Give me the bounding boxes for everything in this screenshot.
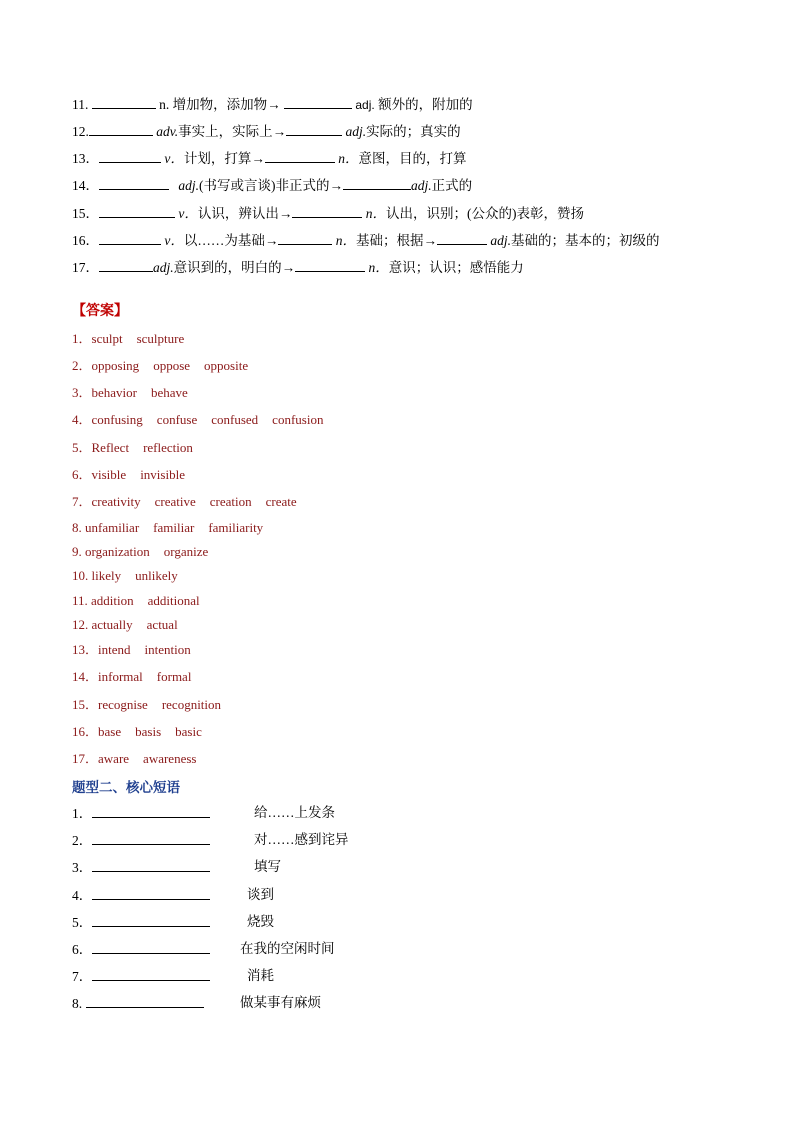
phrase-7: 7． 消耗 bbox=[72, 968, 274, 984]
answer-blank[interactable] bbox=[278, 231, 332, 245]
answer-word: basic bbox=[175, 724, 202, 739]
answer-number: 13． bbox=[72, 642, 99, 657]
answer-blank[interactable] bbox=[92, 913, 210, 927]
answer-number: 12. bbox=[72, 617, 92, 632]
answer-13 bbox=[72, 641, 205, 659]
answer-word: creation bbox=[209, 494, 252, 509]
answer-word: visible bbox=[91, 467, 127, 482]
answer-3 bbox=[72, 384, 202, 402]
answer-blank[interactable] bbox=[92, 967, 210, 981]
answer-number: 3． bbox=[72, 385, 92, 400]
answer-number: 6． bbox=[72, 467, 92, 482]
answer-blank[interactable] bbox=[92, 95, 156, 109]
answer-blank[interactable] bbox=[92, 804, 210, 818]
answer-number: 4． bbox=[72, 412, 92, 427]
answer-word: recognise bbox=[98, 697, 148, 712]
answer-14 bbox=[72, 668, 205, 686]
answer-word: behave bbox=[151, 385, 188, 400]
answer-word: likely bbox=[91, 568, 122, 583]
answer-word: confusion bbox=[272, 412, 324, 427]
answer-word: creative bbox=[154, 494, 196, 509]
word-exercise-17: 17． adj.意识到的，明白的→ n．意识；认识；感悟能力 bbox=[72, 260, 524, 275]
answer-number: 8. bbox=[72, 520, 85, 535]
answer-number: 10. bbox=[72, 568, 92, 583]
answer-word: reflection bbox=[143, 440, 193, 455]
word-exercise-12: 12. adv.事实上，实际上→ adj.实际的；真实的 bbox=[72, 124, 461, 139]
answer-word: opposing bbox=[91, 358, 140, 373]
answer-blank[interactable] bbox=[86, 994, 204, 1008]
answer-blank[interactable] bbox=[343, 176, 411, 190]
phrase-6: 6． 在我的空闲时间 bbox=[72, 941, 335, 957]
answer-8 bbox=[72, 519, 277, 537]
phrase-2: 2． 对……感到诧异 bbox=[72, 832, 349, 848]
answer-word: awareness bbox=[143, 751, 197, 766]
answer-word: actually bbox=[91, 617, 133, 632]
answer-11 bbox=[72, 592, 214, 610]
answer-word: informal bbox=[98, 669, 143, 684]
section-heading: 题型二、核心短语 bbox=[72, 780, 180, 795]
answer-number: 9. bbox=[72, 544, 85, 559]
answer-word: Reflect bbox=[91, 440, 130, 455]
word-exercise-11: 11. n. 增加物，添加物→ adj. 额外的，附加的 bbox=[72, 97, 473, 112]
answer-blank[interactable] bbox=[265, 149, 335, 163]
answer-5 bbox=[72, 439, 207, 457]
answer-blank[interactable] bbox=[295, 258, 365, 272]
answer-number: 15． bbox=[72, 697, 99, 712]
answer-word: opposite bbox=[204, 358, 249, 373]
answer-blank[interactable] bbox=[286, 122, 342, 136]
answer-blank[interactable] bbox=[99, 176, 169, 190]
answer-word: unfamiliar bbox=[85, 520, 140, 535]
answer-word: invisible bbox=[140, 467, 185, 482]
answer-number: 11. bbox=[72, 593, 92, 608]
answer-word: confusing bbox=[91, 412, 143, 427]
answer-word: actual bbox=[146, 617, 178, 632]
answer-number: 1． bbox=[72, 331, 92, 346]
answer-6 bbox=[72, 466, 199, 484]
answer-word: addition bbox=[91, 593, 134, 608]
answer-word: creativity bbox=[91, 494, 141, 509]
answer-blank[interactable] bbox=[99, 258, 153, 272]
word-exercise-13: 13． v．计划，打算→ n．意图，目的，打算 bbox=[72, 151, 467, 166]
answer-word: basis bbox=[135, 724, 162, 739]
answer-4 bbox=[72, 411, 337, 429]
answer-blank[interactable] bbox=[284, 95, 352, 109]
word-exercise-14: 14． adj.(书写或言谈)非正式的→ adj.正式的 bbox=[72, 178, 473, 193]
answer-number: 14． bbox=[72, 669, 99, 684]
answer-word: intention bbox=[144, 642, 191, 657]
answer-word: familiarity bbox=[208, 520, 264, 535]
answer-word: unlikely bbox=[135, 568, 178, 583]
answer-word: organization bbox=[85, 544, 150, 559]
answer-blank[interactable] bbox=[437, 231, 487, 245]
answer-16 bbox=[72, 723, 216, 741]
answer-1 bbox=[72, 330, 198, 348]
answer-blank[interactable] bbox=[92, 940, 210, 954]
answer-word: familiar bbox=[153, 520, 195, 535]
answer-word: intend bbox=[98, 642, 131, 657]
answers-heading: 【答案】 bbox=[72, 304, 128, 319]
answer-blank[interactable] bbox=[99, 149, 161, 163]
answer-2 bbox=[72, 357, 262, 375]
answer-word: aware bbox=[98, 751, 130, 766]
answer-word: confuse bbox=[156, 412, 198, 427]
answer-word: organize bbox=[163, 544, 209, 559]
answer-blank[interactable] bbox=[292, 204, 362, 218]
answer-blank[interactable] bbox=[92, 831, 210, 845]
word-exercise-16: 16． v．以……为基础→ n．基础；根据→ adj.基础的；基本的；初级的 bbox=[72, 233, 660, 248]
phrase-3: 3． 填写 bbox=[72, 859, 281, 875]
answer-blank[interactable] bbox=[92, 886, 210, 900]
phrase-8: 8. 做某事有麻烦 bbox=[72, 995, 321, 1011]
answer-word: oppose bbox=[153, 358, 191, 373]
answer-blank[interactable] bbox=[99, 204, 175, 218]
answer-word: base bbox=[98, 724, 122, 739]
answer-word: sculpture bbox=[136, 331, 185, 346]
answer-word: formal bbox=[156, 669, 192, 684]
answer-number: 7． bbox=[72, 494, 92, 509]
phrase-1: 1． 给……上发条 bbox=[72, 805, 335, 821]
phrase-5: 5． 烧毁 bbox=[72, 914, 274, 930]
answer-word: create bbox=[265, 494, 297, 509]
answer-word: confused bbox=[211, 412, 259, 427]
answer-number: 16． bbox=[72, 724, 99, 739]
answer-12 bbox=[72, 616, 192, 634]
answer-number: 5． bbox=[72, 440, 92, 455]
answer-word: recognition bbox=[161, 697, 222, 712]
answer-blank[interactable] bbox=[92, 858, 210, 872]
answer-number: 2． bbox=[72, 358, 92, 373]
answer-number: 17． bbox=[72, 751, 99, 766]
answer-15 bbox=[72, 696, 235, 714]
answer-word: sculpt bbox=[91, 331, 123, 346]
answer-blank[interactable] bbox=[89, 122, 153, 136]
answer-17 bbox=[72, 750, 210, 768]
answer-7 bbox=[72, 493, 311, 511]
answer-word: behavior bbox=[91, 385, 137, 400]
answer-blank[interactable] bbox=[99, 231, 161, 245]
answer-9 bbox=[72, 543, 222, 561]
word-exercise-15: 15． v．认识，辨认出→ n．认出，识别；(公众的)表彰，赞扬 bbox=[72, 206, 584, 221]
phrase-4: 4． 谈到 bbox=[72, 887, 274, 903]
answer-word: additional bbox=[147, 593, 200, 608]
answer-10 bbox=[72, 567, 192, 585]
